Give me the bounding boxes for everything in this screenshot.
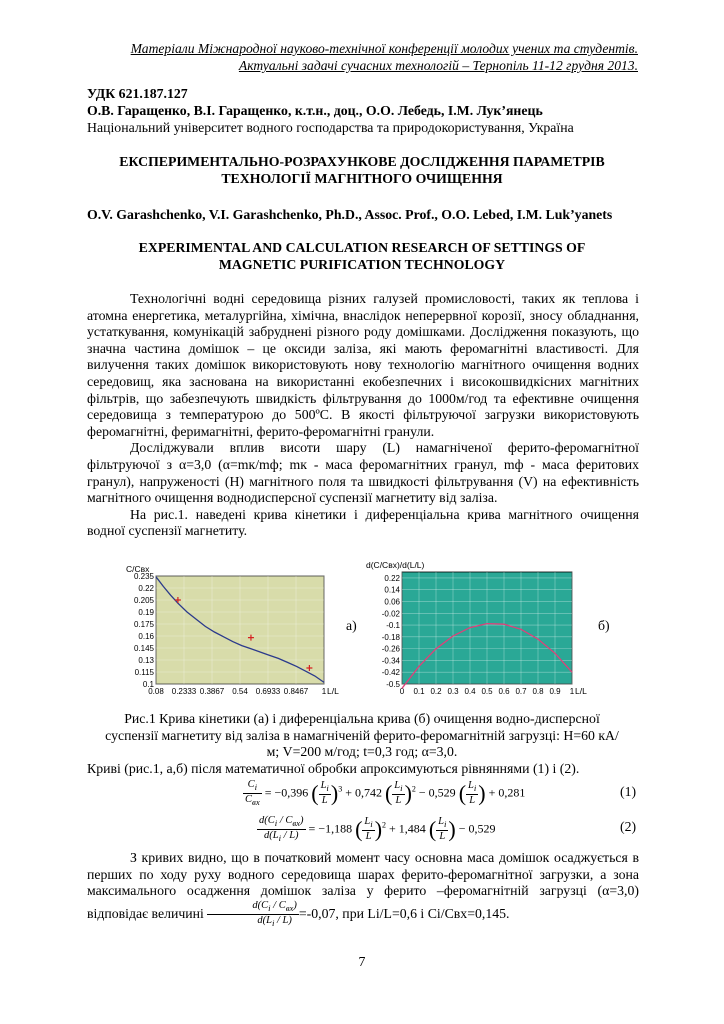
x-tick-label: 0.8467 xyxy=(283,687,309,696)
y-tick-label: 0.1 xyxy=(142,680,154,689)
y-tick-label: -0.18 xyxy=(381,632,400,642)
y-tick-label: 0.06 xyxy=(384,597,400,607)
x-axis-label: L/L xyxy=(575,686,587,696)
eq1-lhs: $C_i$ $C_{вх}$ xyxy=(245,779,260,808)
chart-kinetics xyxy=(124,562,348,698)
title-ua: ЕКСПЕРИМЕНТАЛЬНО-РОЗРАХУНКОВЕ ДОСЛІДЖЕННЯ ПАРАМЕТРІВ ТЕХНОЛОГІЇ МАГНІТНОГО ОЧИЩЕННЯ xyxy=(119,154,605,186)
y-tick-label: 0.19 xyxy=(138,608,154,617)
equation-1: $C_i$ $C_{вх}$ = −0,396 ( $\frac{L_i}{L}$ )$^3$ + 0,742 ( $\frac{L_i}{L}$ )$^2$ − 0,529 ( $\frac{L_i}{L}$ ) + 0,281 xyxy=(245,779,526,808)
x-tick-label: 0.9 xyxy=(549,687,561,696)
paragraph-intro: Технологічні водні середовища різних галузей промисловості, таких як теплова і атомна енергетика, металургійна, хімічна, внаслідок неперервної корозії, зносу обладнання, устаткування, комунікацій забруднені різного роду домішками. Дослідження показують, що значна частина домішок – це оксиди заліза, які мають феромагнітні властивості. Для вилучення таких домішок використовують нову технологію магнітного очищення водних середовищ, яка заснована на використанні екобезпечних і високошвидкісних магнітних фільтрів, що забезпечують швидкість фільтрування до 1000м/год та ефективне очищення середовища з температурою до 500ºС. В якості фільтруючої загрузки використовують феромагнітні, феримагнітні, ферито-феромагнітні гранули. xyxy=(87,291,639,439)
x-tick-label: 0.3867 xyxy=(199,687,225,696)
figure-label-b: б) xyxy=(598,618,610,633)
figure-caption: Рис.1 Крива кінетики (а) і диференціальна крива (б) очищення водно-дисперсної суспензії магнетиту від заліза в намагніченій ферито-феромагнітній загрузці: Н=60 кА/м; V=200 м/год; t=0,3 год; α=3,0. xyxy=(105,711,619,760)
paragraph-study: Досліджували вплив висоти шару (L) намагніченої ферито-феромагнітної фільтруючої з α=3,0 (α=mк/mф; mк - маса феромагнітних гранул, mф - маса феритових гранул), напруженості (Н) магнітного поля та швидкості фільтрування (V) на ефективність магнітного очищення воднодисперсної суспензії магнетиту від заліза. xyxy=(87,440,639,506)
x-tick-label: 0.2 xyxy=(430,687,442,696)
x-tick-label: 1 xyxy=(321,687,327,696)
x-tick-label: 0.4 xyxy=(464,687,476,696)
y-tick-label: 0.14 xyxy=(384,585,400,595)
page-number: 7 xyxy=(358,954,366,969)
chart-a-svg xyxy=(124,562,348,698)
y-tick-label: 0.22 xyxy=(384,573,400,583)
equations-intro: Криві (рис.1, а,б) після математичної обробки апроксимуються рівняннями (1) і (2). xyxy=(87,761,580,776)
chart-b-svg xyxy=(364,552,594,698)
x-tick-label: 1 xyxy=(569,687,575,696)
authors-en: O.V. Garashchenko, V.I. Garashchenko, Ph.D., Assoc. Prof., O.O. Lebed, I.M. Luk’yanets xyxy=(87,207,613,222)
x-tick-label: 0 xyxy=(399,687,405,696)
y-axis-label: d(C/Cвх)/d(L/L) xyxy=(366,560,425,570)
y-tick-label: 0.22 xyxy=(138,584,154,593)
y-tick-label: -0.34 xyxy=(381,656,400,666)
chart-differential xyxy=(364,552,594,698)
y-tick-label: 0.115 xyxy=(134,668,154,677)
y-axis-label: C/Cвх xyxy=(126,564,150,574)
x-tick-label: 0.54 xyxy=(232,687,248,696)
equation-2-number: (2) xyxy=(620,819,637,834)
y-tick-label: 0.235 xyxy=(133,572,154,581)
y-tick-label: -0.5 xyxy=(386,680,400,689)
title-en: EXPERIMENTAL AND CALCULATION RESEARCH OF SETTINGS OF MAGNETIC PURIFICATION TECHNOLOGY xyxy=(138,240,586,272)
x-tick-label: 0.6933 xyxy=(255,687,281,696)
equation-1-number: (1) xyxy=(620,784,637,799)
x-tick-label: 0.08 xyxy=(148,687,164,696)
affiliation-ua: Національний університет водного господарства та природокористування, Україна xyxy=(87,120,574,135)
y-tick-label: 0.145 xyxy=(133,644,154,653)
x-tick-label: 0.7 xyxy=(515,687,527,696)
y-tick-label: 0.205 xyxy=(133,596,154,605)
inline-derivative: $d(C_i / C_{вх})$ $d(L_i / L)$ xyxy=(207,900,299,929)
x-tick-label: 0.5 xyxy=(481,687,493,696)
udk-code: УДК 621.187.127 xyxy=(87,86,188,101)
paragraph-conclusion: З кривих видно, що в початковий момент часу основна маса домішок осаджується в перших по ходу руху водного середовища шарах ферито-феромагнітної загрузки, а зона максимального осадження домішок заліза у ферито –феромагнітній загрузці (α=3,0) відповідає величині $d(C_i / C_{вх})$ $d(L_i / L)$ =-0,07, при Lі/L=0,6 і Cі/Cвх=0,145. xyxy=(87,850,639,928)
figure-label-a: а) xyxy=(346,618,357,633)
y-tick-label: -0.26 xyxy=(381,644,400,654)
x-tick-label: 0.6 xyxy=(498,687,510,696)
eq2-lhs: $d(C_i / C_{вх})$ $d(L_i / L)$ xyxy=(259,815,304,844)
y-tick-label: -0.1 xyxy=(386,621,400,631)
y-tick-label: -0.42 xyxy=(381,668,400,678)
x-tick-label: 0.8 xyxy=(532,687,544,696)
authors-ua: О.В. Гаращенко, В.І. Гаращенко, к.т.н., доц., О.О. Лебедь, І.М. Лук’янець xyxy=(87,103,543,118)
x-tick-label: 0.2333 xyxy=(171,687,197,696)
y-tick-label: 0.175 xyxy=(133,620,154,629)
x-tick-label: 0.1 xyxy=(413,687,425,696)
equation-2: $d(C_i / C_{вх})$ $d(L_i / L)$ = −1,188 ( $\frac{L_i}{L}$ )$^2$ + 1,484 ( $\frac{L_i}{L}$ ) − 0,529 xyxy=(259,815,496,844)
paragraph-figure-ref: На рис.1. наведені крива кінетики і диференціальна крива магнітного очищення водної суспензії магнетиту. xyxy=(87,506,639,539)
running-header-line2: Актуальні задачі сучасних технологій – Тернопіль 11-12 грудня 2013. xyxy=(238,58,638,73)
x-axis-label: L/L xyxy=(327,686,339,696)
y-tick-label: 0.13 xyxy=(138,656,154,665)
x-tick-label: 0.3 xyxy=(447,687,459,696)
y-tick-label: -0.02 xyxy=(381,609,400,619)
y-tick-label: 0.16 xyxy=(138,632,154,641)
running-header-line1: Матеріали Міжнародної науково-технічної конференції молодих учених та студентів. xyxy=(130,41,638,56)
